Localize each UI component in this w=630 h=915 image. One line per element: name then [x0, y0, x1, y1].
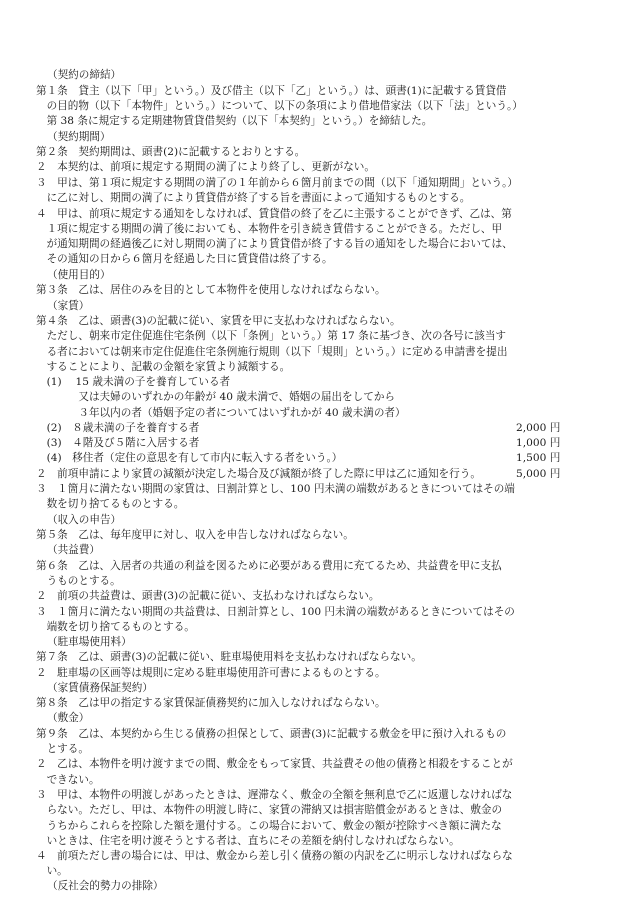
text-line: （反社会的勢力の排除） — [47, 880, 164, 892]
text-line: ２ 本契約は、前項に規定する期間の満了により終了し、更新がない。 — [36, 161, 375, 173]
text-line: (2) ８歳未満の子を養育する者 — [36, 422, 200, 434]
text-line: ３ １箇月に満たない期間の家賃は、日割計算とし、100 円未満の端数があるときについてはその端 — [36, 483, 515, 495]
text-line: （家賃債務保証契約） — [47, 682, 153, 694]
text-line: 第 38 条に規定する定期建物賃貸借契約（以下「本契約」という。）を締結した。 — [36, 115, 433, 127]
text-line: うちからこれらを控除した額を還付する。この場合において、敷金の額が控除すべき額に満たな — [36, 820, 502, 832]
text-line: 又は夫婦のいずれかの年齢が 40 歳未満で、婚姻の届出をしてから — [36, 391, 396, 403]
text-line: ３ 甲は、本物件の明渡しがあったときは、遅滞なく、敷金の全額を無利息で乙に返還しなければな — [36, 789, 513, 801]
text-line: る者においては朝来市定住促進住宅条例施行規則（以下「規則」という。）に定める申請書を提出 — [36, 346, 508, 358]
text-line: 第８条 乙は甲の指定する家賃保証債務契約に加入しなければならない。 — [36, 697, 386, 709]
text-line: （契約の締結） — [47, 69, 122, 81]
text-line: に乙に対し、期間の満了により賃貸借が終了する旨を書面によって通知するものとする。 — [36, 192, 471, 204]
text-line: いときは、住宅を明け渡そうとする者は、直ちにその差額を納付しなければならない。 — [36, 835, 460, 847]
reduction-amount: 1,000 円 — [516, 437, 561, 449]
text-line: 第１条 貸主（以下「甲」という。）及び借主（以下「乙」という。）は、頭書(1)に記載する賃貸借 — [36, 85, 507, 97]
text-line: とする。 — [36, 743, 89, 755]
text-line: らない。ただし、甲は、本物件の明渡し時に、家賃の滞納又は損害賠償金があるときは、敷金の — [36, 804, 503, 816]
text-line: ２ 前項申請により家賃の減額が決定した場合及び減額が終了した際に甲は乙に通知を行う。 — [36, 468, 481, 480]
reduction-amount: 1,500 円 — [516, 452, 561, 464]
reduction-amount: 2,000 円 — [516, 422, 561, 434]
text-line: （駐車場使用料） — [47, 636, 132, 648]
text-line: 第４条 乙は、頭書(3)の記載に従い、家賃を甲に支払わなければならない。 — [36, 315, 401, 327]
text-line: ２ 前項の共益費は、頭書(3)の記載に従い、支払わなければならない。 — [36, 590, 380, 602]
text-line: ２ 駐車場の区画等は規則に定める駐車場使用許可書によるものとする。 — [36, 667, 386, 679]
text-line: 数を切り捨てるものとする。 — [36, 498, 185, 510]
text-line: い。 — [36, 865, 68, 877]
text-line: （収入の申告） — [47, 514, 122, 526]
text-line: 第６条 乙は、入居者の共通の利益を図るために必要がある費用に充てるため、共益費を甲に支払 — [36, 560, 502, 572]
text-line: (4) 移住者（定住の意思を有して市内に転入する者をいう。） — [36, 452, 343, 464]
text-line: できない。 — [36, 774, 100, 786]
text-line: ４ 甲は、前項に規定する通知をしなければ、賃貸借の終了を乙に主張することができず、乙は、第 — [36, 208, 512, 220]
text-line: その通知の日から６箇月を経過した日に賃貸借は終了する。 — [36, 253, 333, 265]
text-line: 第３条 乙は、居住のみを目的として本物件を使用しなければならない。 — [36, 284, 386, 296]
text-line: 第２条 契約期間は、頭書(2)に記載するとおりとする。 — [36, 146, 306, 158]
text-line: １項に規定する期間の満了後においても、本物件を引き続き賃借することができる。ただし、甲 — [36, 223, 503, 235]
text-line: 第５条 乙は、毎年度甲に対し、収入を申告しなければならない。 — [36, 529, 354, 541]
text-line: ２ 乙は、本物件を明け渡すまでの間、敷金をもって家賃、共益費その他の債務と相殺をすることが — [36, 758, 513, 770]
text-line: ただし、朝来市定住促進住宅条例（以下「条例」という。）第 17 条に基づき、次の各号に該当す — [36, 330, 507, 342]
text-line: （敷金） — [47, 712, 90, 724]
text-line: ３ 甲は、第１項に規定する期間の満了の１年前から６箇月前までの間（以下「通知期間」という。） — [36, 177, 519, 189]
text-line: 第７条 乙は、頭書(3)の記載に従い、駐車場使用料を支払わなければならない。 — [36, 651, 422, 663]
text-line: ４ 前項ただし書の場合には、甲は、敷金から差し引く債務の額の内訳を乙に明示しなければならな — [36, 850, 513, 862]
text-line: の目的物（以下「本物件」という。）について、以下の条項により借地借家法（以下「法」という。） — [36, 100, 523, 112]
text-line: （契約期間） — [47, 131, 111, 143]
text-line: ３ １箇月に満たない期間の共益費は、日割計算とし、100 円未満の端数があるときについてはその — [36, 606, 515, 618]
text-line: (3) ４階及び５階に入居する者 — [36, 437, 200, 449]
text-line: が通知期間の経過後乙に対し期間の満了により賃貸借が終了する旨の通知をした場合においては、 — [36, 238, 513, 250]
text-line: （共益費） — [47, 544, 100, 556]
text-line: することにより、記載の金額を家賃より減額する。 — [36, 361, 291, 373]
text-line: ３年以内の者（婚姻予定の者についてはいずれかが 40 歳未満の者） — [36, 407, 406, 419]
text-line: (1) 15 歳未満の子を養育している者 — [36, 376, 231, 388]
text-line: （使用目的） — [47, 269, 111, 281]
text-line: 端数を切り捨てるものとする。 — [36, 621, 195, 633]
reduction-amount: 5,000 円 — [516, 468, 561, 480]
text-line: （家賃） — [47, 300, 90, 312]
text-line: 第９条 乙は、本契約から生じる債務の担保として、頭書(3)に記載する敷金を甲に預け入れるもの — [36, 728, 507, 740]
text-line: うものとする。 — [36, 575, 121, 587]
